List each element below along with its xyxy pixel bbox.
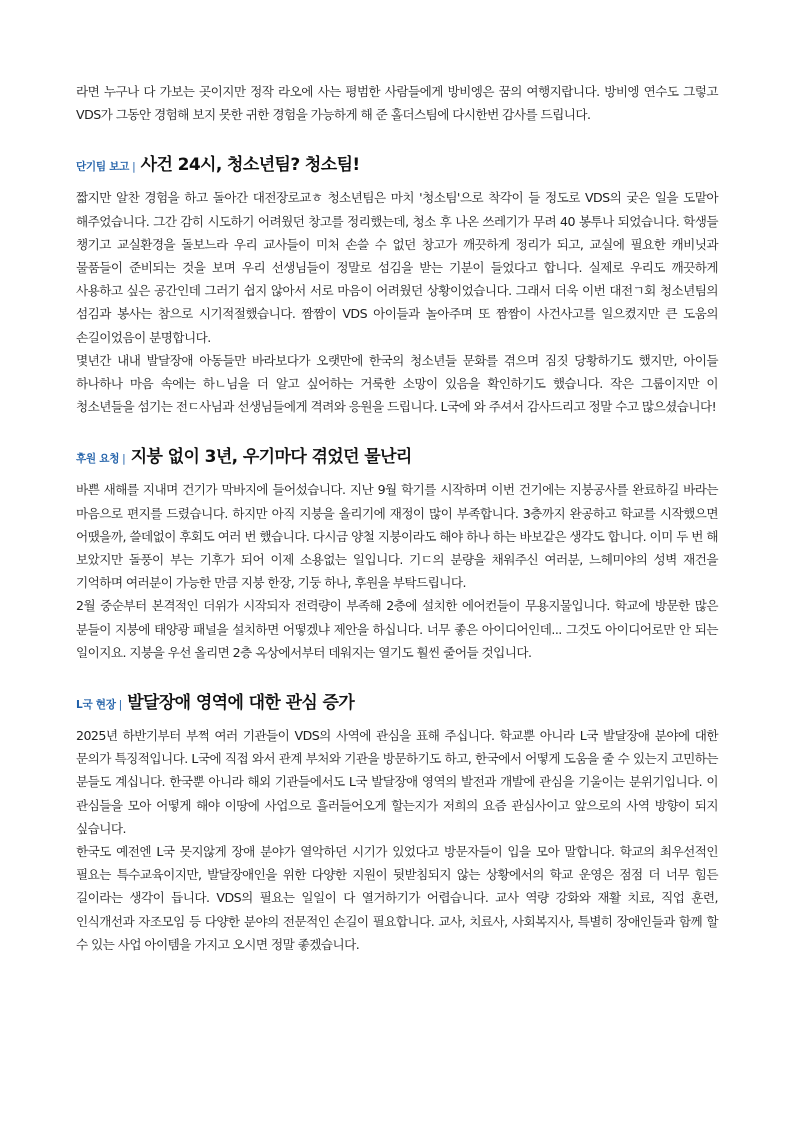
intro-block: [76, 80, 718, 126]
intro-paragraph: 라면 누구나 다 가보는 곳이지만 정작 라오에 사는 평범한 사람들에게 방비엥은 꿈의 여행지랍니다. 방비엥 연수도 그렇고 VDS가 그동안 경험해 보지 못한 귀한 경험을 가능하게 해 준 홀더스팀에 다시한번 감사를 드립니다.: [76, 84, 718, 123]
section-paragraph: 한국도 예전엔 L국 못지않게 장애 분야가 열악하던 시기가 있었다고 방문자들이 입을 모아 말합니다. 학교의 최우선적인 필요는 특수교육이지만, 발달장애인을 위한 다양한 지원이 뒷받침되지 않는 상황에서의 학교 운영은 점점 더 너무 힘든 길이라는 생각이 듭니다. VDS의 필요는 일일이 다 열거하기가 어렵습니다. 교사 역량 강화와 재활 치료, 직업 훈련, 인식개선과 자조모임 등 다양한 분야의 전문적인 손길이 필요합니다. 교사, 치료사, 사회복지사, 특별히 장애인들과 함께 할 수 있는 사업 아이템을 가지고 오시면 정말 좋겠습니다.: [76, 844, 718, 952]
section-paragraph: 짧지만 알찬 경험을 하고 돌아간 대전장로교ㅎ 청소년팀은 마치 '청소팀'으로 착각이 들 정도로 VDS의 궂은 일을 도맡아 해주었습니다. 그간 감히 시도하기 어려웠던 창고를 정리했는데, 청소 후 나온 쓰레기가 무려 40 봉투나 되었습니다. 학생들 챙기고 교실환경을 돌보느라 우리 교사들이 미처 손쓸 수 없던 창고가 깨끗하게 정리가 되고, 교실에 필요한 캐비닛과 물품들이 준비되는 것을 보며 우리 선생님들이 정말로 섬김을 받는 기분이 들었다고 합니다. 실제로 우리도 깨끗하게 사용하고 싶은 공간인데 그러기 쉽지 않아서 서로 마음이 어려웠던 상황이었습니다. 그래서 더욱 이번 대전ㄱ회 청소년팀의 섬김과 봉사는 참으로 시기적절했습니다. 짬짬이 VDS 아이들과 놀아주며 또 짬짬이 사건사고를 일으켰지만 큰 도움의 손길이었음이 분명합니다.: [76, 190, 718, 345]
section-field-report: [76, 690, 718, 956]
section-paragraph: 2월 중순부터 본격적인 더위가 시작되자 전력량이 부족해 2층에 설치한 에어컨들이 무용지물입니다. 학교에 방문한 많은 분들이 지붕에 태양광 패널을 설치하면 어떻겠냐 제안을 하십니다. 너무 좋은 아이디어인데... 그것도 아이디어로만 안 되는 일이지요. 지붕을 우선 올리면 2층 옥상에서부터 데워지는 열기도 훨씬 줄어들 것입니다.: [76, 598, 718, 660]
section-heading: [76, 690, 718, 718]
section-tag: 단기팀 보고: [76, 161, 130, 174]
document-page: [76, 80, 718, 956]
section-support-request: [76, 444, 718, 664]
section-heading: [76, 444, 718, 472]
section-paragraph: 2025년 하반기부터 부쩍 여러 기관들이 VDS의 사역에 관심을 표해 주십니다. 학교뿐 아니라 L국 발달장애 분야에 대한 문의가 특징적입니다. L국에 직접 와서 관계 부처와 기관을 방문하기도 하고, 한국에서 어떻게 도움을 줄 수 있는지 고민하는 분들도 계십니다. 한국뿐 아니라 해외 기관들에서도 L국 발달장애 영역의 발전과 개발에 관심을 기울이는 분위기입니다. 이 관심들을 모아 어떻게 해야 이땅에 사업으로 흘러들어오게 할는지가 저희의 요즘 관심사이고 앞으로의 사역 방향이 되지 싶습니다.: [76, 728, 718, 836]
section-headline: 발달장애 영역에 대한 관심 증가: [127, 693, 355, 714]
section-tag: 후원 요청: [76, 453, 120, 466]
section-paragraph: 몇년간 내내 발달장애 아동들만 바라보다가 오랫만에 한국의 청소년들 문화를 겪으며 짐짓 당황하기도 했지만, 아이들 하나하나 마음 속에는 하ㄴ님을 더 알고 싶어하는 거룩한 소망이 있음을 확인하기도 했습니다. 작은 그룹이지만 이 청소년들을 섬기는 전ㄷ사님과 선생님들에게 격려와 응원을 드립니다. L국에 와 주셔서 감사드리고 정말 수고 많으셨습니다!: [76, 352, 718, 415]
section-tag-divider: |: [132, 161, 136, 174]
section-paragraph: 바쁜 새해를 지내며 건기가 막바지에 들어섰습니다. 지난 9월 학기를 시작하며 이번 건기에는 지붕공사를 완료하길 바라는 마음으로 편지를 드렸습니다. 하지만 아직 지붕을 올리기에 재정이 많이 부족합니다. 3층까지 완공하고 학교를 시작했으면 어땠을까, 쓸데없이 후회도 여러 번 했습니다. 다시금 양철 지붕이라도 해야 하나 하는 바보같은 생각도 합니다. 이미 두 번 해 보았지만 돌풍이 부는 기후가 되어 이제 소용없는 일입니다. 기ㄷ의 분량을 채워주신 여러분, 느헤미야의 성벽 재건을 기억하며 여러분이 가능한 만큼 지붕 한장, 기둥 하나, 후원을 부탁드립니다.: [76, 482, 718, 591]
section-tag-divider: |: [118, 699, 123, 712]
section-tag-divider: |: [122, 453, 126, 466]
section-headline: 지붕 없이 3년, 우기마다 겪었던 물난리: [130, 447, 412, 468]
section-short-term-team-report: [76, 152, 718, 418]
section-headline: 사건 24시, 청소년팀? 청소팀!: [140, 155, 360, 176]
section-heading: [76, 152, 718, 180]
section-tag: L국 현장: [76, 699, 116, 712]
